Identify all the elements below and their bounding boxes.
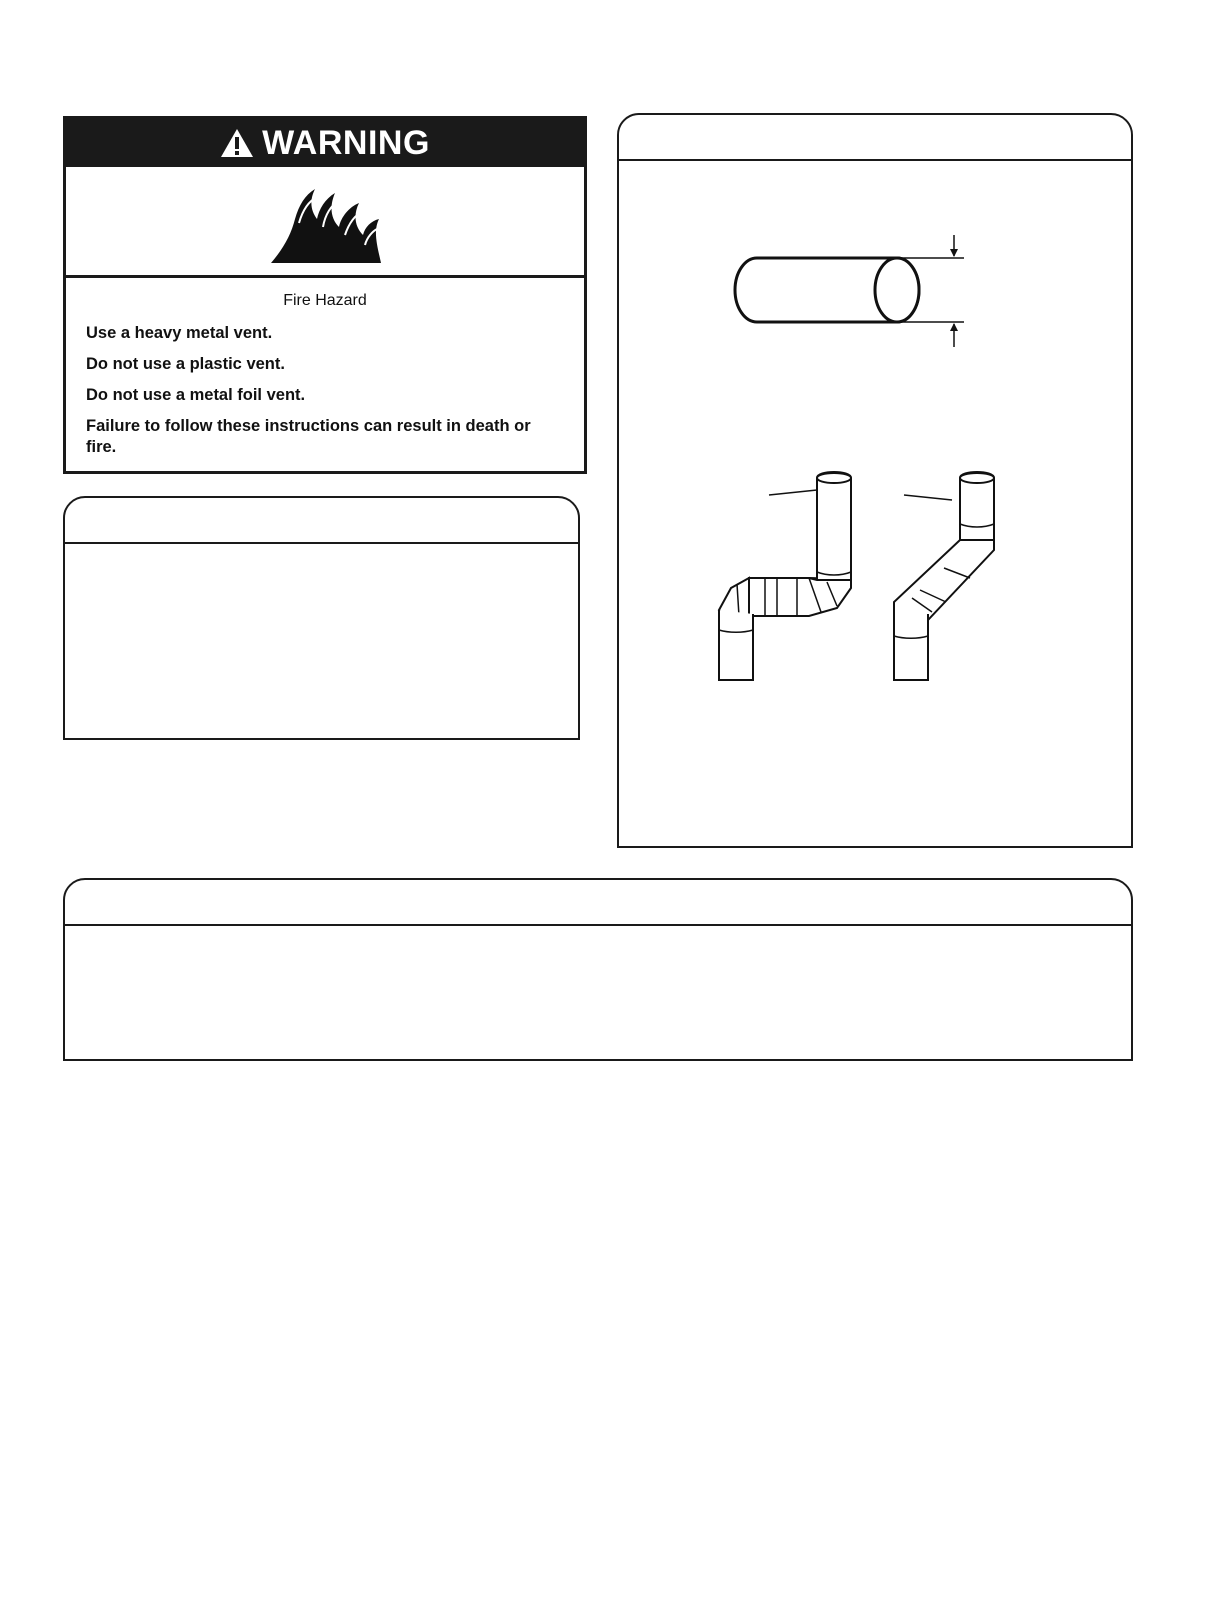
warning-header xyxy=(66,119,584,167)
vent-diameter-drawing xyxy=(729,235,979,355)
vent-diagram-panel xyxy=(617,113,1133,848)
alert-triangle-icon xyxy=(220,128,254,158)
warning-line-no-foil: Do not use a metal foil vent. xyxy=(86,386,306,404)
panel-divider xyxy=(619,159,1131,161)
info-panel-left xyxy=(63,496,580,740)
panel-divider xyxy=(65,924,1131,926)
panel-divider xyxy=(65,542,578,544)
warning-body xyxy=(66,278,584,471)
warning-line-heavy-metal: Use a heavy metal vent. xyxy=(86,324,273,342)
warning-line-no-plastic: Do not use a plastic vent. xyxy=(86,355,285,373)
offset-vent-drawing xyxy=(884,460,1034,690)
elbow-vent-drawing xyxy=(709,460,889,690)
info-panel-bottom xyxy=(63,878,1133,1061)
warning-icon-row xyxy=(66,167,584,278)
warning-box xyxy=(63,116,587,474)
warning-title: WARNING xyxy=(262,123,430,162)
hazard-title: Fire Hazard xyxy=(283,292,367,309)
fire-flame-icon xyxy=(269,179,384,265)
warning-line-failure: Failure to follow these instructions can result in death or fire. xyxy=(86,417,531,456)
